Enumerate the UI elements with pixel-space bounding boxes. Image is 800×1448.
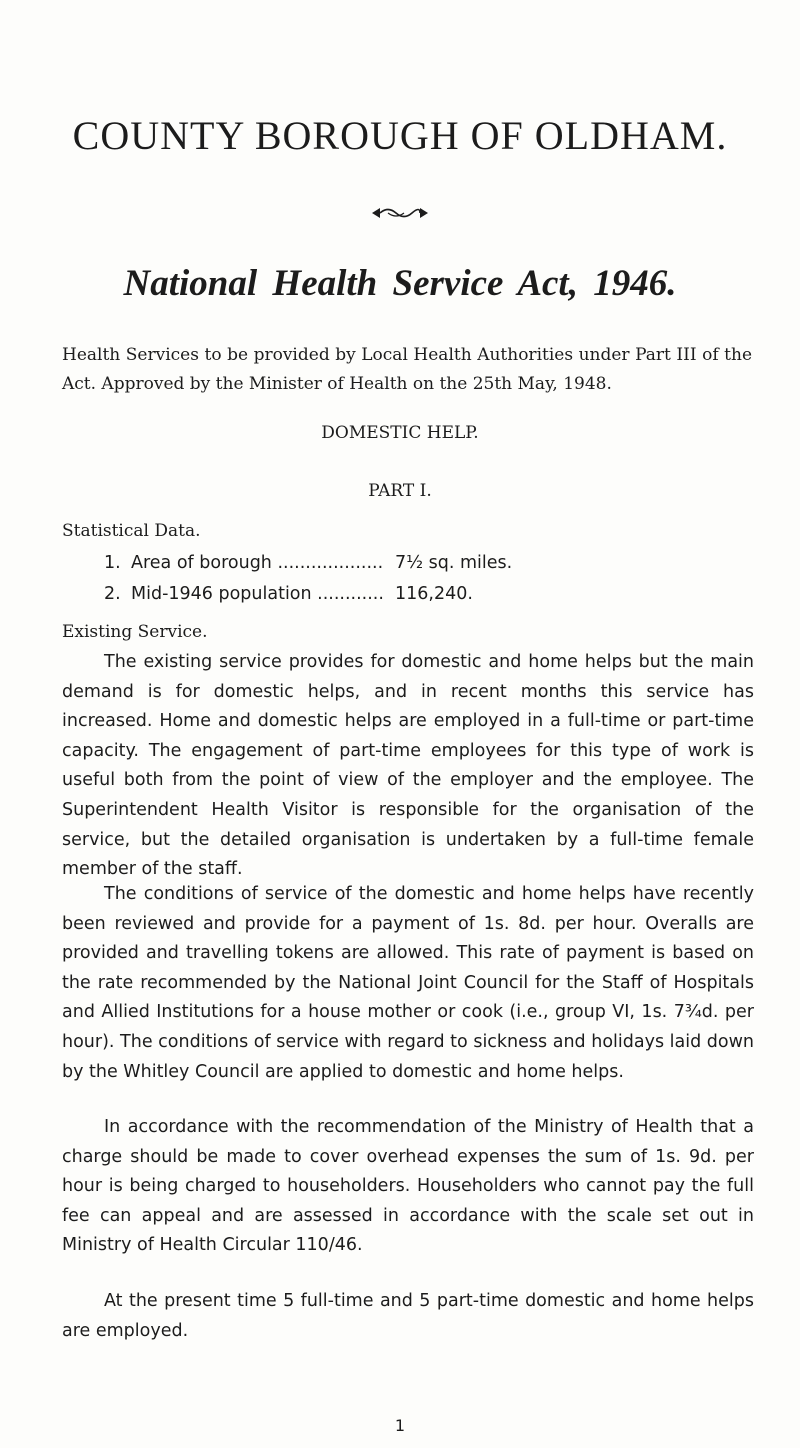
subtitle: Health Services to be provided by Local Health Authorities under Part III of the Act. Approved by the Minister of Health on the 25th May, 1948. bbox=[62, 345, 752, 394]
existing-service-heading: Existing Service. bbox=[62, 622, 208, 642]
body-paragraph: The conditions of service of the domestic and home helps have recently been reviewed and provide for a payment of 1s. 8d. per hour. Overalls are provided and travelling tokens are allowed. This rate of payment is based on the rate recommended by the National Joint Council for the Staff of Hospitals and Allied Institutions for a house mother or cook (i.e., group VI, 1s. 7¾d. per hour). The conditions of service with regard to sickness and holidays laid down by the Whitley Council are applied to domestic and home helps. bbox=[62, 884, 754, 1082]
act-title: National Health Service Act, 1946. bbox=[123, 263, 677, 304]
page-number: 1 bbox=[394, 1416, 406, 1435]
statistic-label: Mid-1946 population ..... bbox=[131, 584, 385, 604]
ornament-divider bbox=[370, 205, 430, 221]
document-title: COUNTY BOROUGH OF OLDHAM. bbox=[72, 113, 728, 158]
statistic-label: Area of borough ..... bbox=[131, 553, 385, 573]
statistic-row bbox=[104, 553, 664, 573]
statistic-number: 1. bbox=[104, 553, 121, 573]
part-heading: PART I. bbox=[368, 481, 432, 501]
statistic-value: 7½ sq. miles. bbox=[395, 553, 513, 573]
body-paragraph: At the present time 5 full-time and 5 part-time domestic and home helps are employed. bbox=[62, 1291, 754, 1341]
body-paragraph: In accordance with the recommendation of the Ministry of Health that a charge should be made to cover overhead expenses the sum of 1s. 9d. per hour is being charged to householders. Householders who cannot pay the full fee can appeal and are assessed in accordance with the scale set out in Ministry of Health Circular 110/46. bbox=[62, 1117, 754, 1256]
statistic-value: 116,240. bbox=[395, 584, 473, 604]
statistic-number: 2. bbox=[104, 584, 121, 604]
statistic-row bbox=[104, 584, 664, 604]
service-heading: DOMESTIC HELP. bbox=[321, 423, 479, 443]
body-paragraph: The existing service provides for domestic and home helps but the main demand is for domestic helps, and in recent months this service has increased. Home and domestic helps are employed in a full-time or part-time capacity. The engagement of part-time employees for this type of work is useful both from the point of view of the employer and the employee. The Superintendent Health Visitor is responsible for the organisation of the service, but the detailed organisation is undertaken by a full-time female member of the staff. bbox=[62, 652, 754, 880]
statistical-data-heading: Statistical Data. bbox=[62, 521, 201, 541]
